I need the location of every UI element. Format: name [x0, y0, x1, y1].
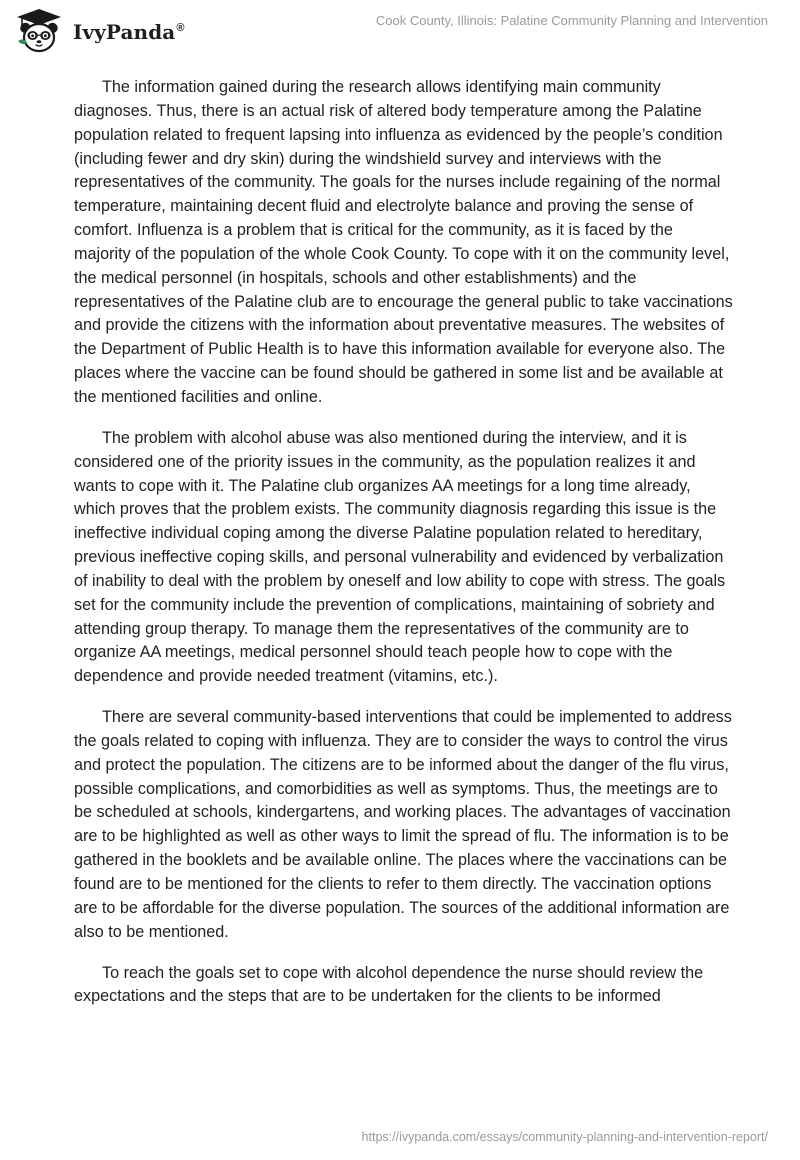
brand-name	[73, 20, 185, 44]
essay-body	[74, 76, 734, 1026]
paragraph: There are several community-based interventions that could be implemented to address the goals related to coping with influenza. They are to consider the ways to control the virus and protect the population. The citizens are to be informed about the danger of the flu virus, possible complications, and comorbidities as well as symptoms. Thus, the meetings are to be scheduled at schools, kindergartens, and working places. The advantages of vaccination are to be highlighted as well as other ways to limit the spread of flu. The information is to be gathered in the booklets and be available online. The places where the vaccinations can be found are to be mentioned for the clients to refer to them directly. The vaccination options are to be affordable for the diverse population. The sources of the additional information are also to be mentioned.	[74, 708, 732, 941]
paragraph: The problem with alcohol abuse was also mentioned during the interview, and it is considered one of the priority issues in the community, as the population realizes it and wants to cope with it. The Palatine club organizes AA meetings for a long time already, which proves that the problem exists. The community diagnosis regarding this issue is the ineffective individual coping among the diverse Palatine population related to hereditary, previous ineffective coping skills, and personal vulnerability and evidenced by verbalization of inability to deal with the problem by oneself and low ability to cope with stress. The goals set for the community include the prevention of complications, maintaining of sobriety and attending group therapy. To manage them the representatives of the community are to organize AA meetings, medical personnel should teach people how to cope with the dependence and provide needed treatment (vitamins, etc.).	[74, 428, 726, 686]
brand-name-text: IvyPanda	[73, 20, 176, 44]
paragraph: The information gained during the research allows identifying main community diagnoses. Thus, there is an actual risk of altered body temperature among the Palatine population related to frequent lapsing into influenza as evidenced by the people’s condition (including fewer and dry skin) during the windshield survey and interviews with the representatives of the community. The goals for the nurses include regaining of the normal temperature, maintaining decent fluid and electrolyte balance and proving the sense of comfort. Influenza is a problem that is critical for the community, as it is faced by the majority of the population of the whole Cook County. To cope with it on the community level, the medical personnel (in hospitals, schools and other establishments) and the representatives of the Palatine club are to encourage the general public to take vaccinations and provide the citizens with the information about preventative measures. The websites of the Department of Public Health is to have this information available for everyone also. The places where the vaccine can be found should be gathered in some list and be available at the mentioned facilities and online.	[74, 78, 733, 406]
panda-graduate-icon	[14, 8, 64, 54]
registered-mark: ®	[176, 22, 185, 35]
ivypanda-logo[interactable]	[14, 7, 185, 55]
page-header	[0, 0, 800, 60]
document-title: Cook County, Illinois: Palatine Community Planning and Intervention	[375, 13, 768, 28]
paragraph: To reach the goals set to cope with alcohol dependence the nurse should review the expectations and the steps that are to be undertaken for the clients to be informed	[74, 963, 704, 1006]
source-url[interactable]: https://ivypanda.com/essays/community-planning-and-intervention-report/	[361, 1130, 768, 1144]
